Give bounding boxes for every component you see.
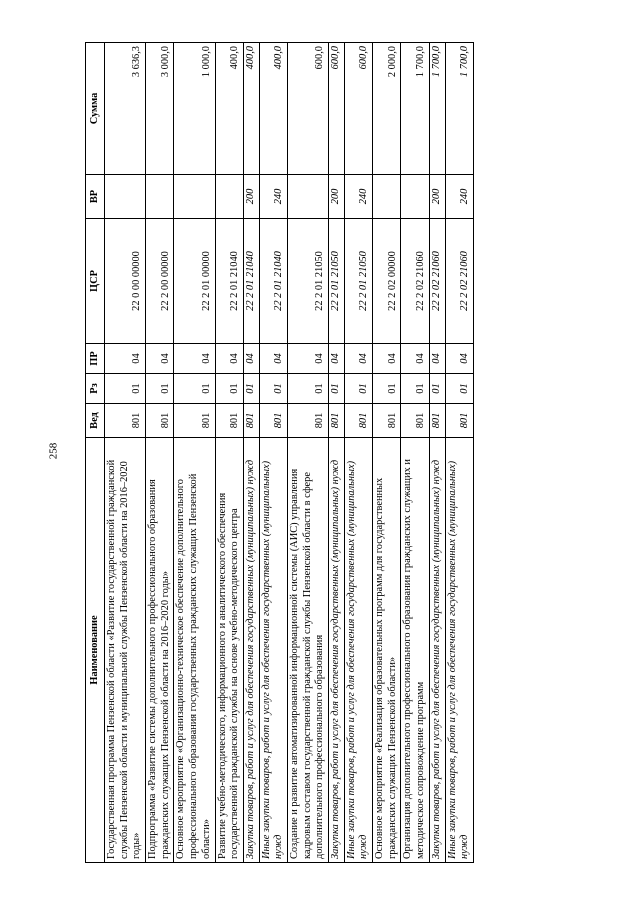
table-row [373,43,401,863]
budget-table [85,42,474,863]
cell-sum: 2 000,0 [373,43,401,175]
cell-name: Закупка товаров, работ и услуг для обеспечения государственных (муниципальных) нужд [429,438,445,863]
table-header-row [86,43,105,863]
cell-csr: 22 0 00 00000 [105,219,146,344]
cell-pr: 04 [215,344,243,374]
cell-name: Государственная программа Пензенской области «Развитие государственной гражданской службы Пензенской области и муниципальной службы Пензенской области на 2016–2020 годы» [105,438,146,863]
cell-ved: 801 [243,404,259,438]
cell-rz: 01 [401,374,429,404]
cell-vr: 240 [445,175,473,219]
cell-vr [146,175,174,219]
cell-vr [373,175,401,219]
cell-vr: 200 [329,175,345,219]
cell-sum: 400,0 [259,43,287,175]
cell-csr: 22 2 01 21050 [344,219,372,344]
table-row [429,43,445,863]
header-vr: ВР [86,175,105,219]
table-row [259,43,287,863]
cell-name: Закупка товаров, работ и услуг для обеспечения государственных (муниципальных) нужд [329,438,345,863]
cell-pr: 04 [146,344,174,374]
table-row [215,43,243,863]
cell-rz: 01 [174,374,215,404]
cell-sum: 1 700,0 [429,43,445,175]
cell-pr: 04 [445,344,473,374]
cell-sum: 1 700,0 [445,43,473,175]
cell-ved: 801 [344,404,372,438]
cell-csr: 22 2 02 21060 [429,219,445,344]
header-ved: Вед [86,404,105,438]
cell-rz: 01 [287,374,328,404]
cell-sum: 400,0 [243,43,259,175]
cell-rz: 01 [259,374,287,404]
cell-csr: 22 2 02 21060 [445,219,473,344]
cell-name: Иные закупки товаров, работ и услуг для обеспечения государственных (муниципальных) нужд [344,438,372,863]
cell-csr: 22 2 01 21050 [329,219,345,344]
cell-pr: 04 [429,344,445,374]
cell-name: Иные закупки товаров, работ и услуг для обеспечения государственных (муниципальных) нужд [445,438,473,863]
cell-rz: 01 [146,374,174,404]
cell-name: Основное мероприятие «Реализация образовательных программ для государственных гражданских служащих Пензенской области» [373,438,401,863]
cell-vr [105,175,146,219]
table-row [287,43,328,863]
header-rz: Рз [86,374,105,404]
header-name: Наименование [86,438,105,863]
cell-pr: 04 [329,344,345,374]
cell-rz: 01 [329,374,345,404]
cell-csr: 22 2 01 21040 [215,219,243,344]
cell-csr: 22 2 01 21040 [243,219,259,344]
cell-csr: 22 2 00 00000 [146,219,174,344]
cell-sum: 3 636,3 [105,43,146,175]
cell-ved: 801 [259,404,287,438]
table-row [401,43,429,863]
cell-rz: 01 [429,374,445,404]
cell-rz: 01 [105,374,146,404]
cell-ved: 801 [445,404,473,438]
header-sum: Сумма [86,43,105,175]
cell-pr: 04 [259,344,287,374]
table-row [344,43,372,863]
cell-ved: 801 [287,404,328,438]
cell-vr: 240 [344,175,372,219]
cell-name: Развитие учебно-методического, информационного и аналитического обеспечения государственной гражданской службы на основе учебно-методического центра [215,438,243,863]
cell-name: Основное мероприятие «Организационно-техническое обеспечение дополнительного профессионального образования государственных гражданских служащих Пензенской области» [174,438,215,863]
cell-pr: 04 [174,344,215,374]
cell-vr [401,175,429,219]
cell-csr: 22 2 02 00000 [373,219,401,344]
cell-sum: 600,0 [287,43,328,175]
cell-sum: 400,0 [215,43,243,175]
cell-ved: 801 [401,404,429,438]
cell-pr: 04 [373,344,401,374]
cell-vr: 240 [259,175,287,219]
cell-ved: 801 [215,404,243,438]
cell-vr [174,175,215,219]
header-pr: ПР [86,344,105,374]
cell-csr: 22 2 01 21040 [259,219,287,344]
cell-vr: 200 [429,175,445,219]
table-row [445,43,473,863]
cell-sum: 3 000,0 [146,43,174,175]
cell-csr: 22 2 01 00000 [174,219,215,344]
rotated-page-content [85,43,555,863]
cell-sum: 600,0 [344,43,372,175]
cell-name: Создание и развитие автоматизированной информационной системы (АИС) управления кадровым составом государственной гражданской службы Пензенской области в сфере дополнительного профессионального образования [287,438,328,863]
cell-pr: 04 [105,344,146,374]
cell-pr: 04 [401,344,429,374]
cell-rz: 01 [243,374,259,404]
cell-csr: 22 2 02 21060 [401,219,429,344]
cell-pr: 04 [287,344,328,374]
cell-ved: 801 [373,404,401,438]
cell-vr [215,175,243,219]
cell-rz: 01 [373,374,401,404]
page-number: 258 [47,442,60,460]
cell-ved: 801 [429,404,445,438]
table-row [105,43,146,863]
table-row [146,43,174,863]
cell-ved: 801 [146,404,174,438]
cell-pr: 04 [344,344,372,374]
cell-rz: 01 [445,374,473,404]
cell-ved: 801 [329,404,345,438]
cell-name: Закупка товаров, работ и услуг для обеспечения государственных (муниципальных) нужд [243,438,259,863]
cell-pr: 04 [243,344,259,374]
cell-sum: 1 700,0 [401,43,429,175]
cell-ved: 801 [174,404,215,438]
table-row [243,43,259,863]
cell-sum: 600,0 [329,43,345,175]
cell-name: Организация дополнительного профессионального образования гражданских служащих и методическое сопровождение программ [401,438,429,863]
cell-vr: 200 [243,175,259,219]
cell-ved: 801 [105,404,146,438]
cell-sum: 1 000,0 [174,43,215,175]
table-row [329,43,345,863]
cell-rz: 01 [215,374,243,404]
header-csr: ЦСР [86,219,105,344]
cell-csr: 22 2 01 21050 [287,219,328,344]
cell-name: Подпрограмма «Развитие системы дополнительного профессионального образования гражданских служащих Пензенской области на 2016–2020 годы» [146,438,174,863]
cell-vr [287,175,328,219]
cell-rz: 01 [344,374,372,404]
cell-name: Иные закупки товаров, работ и услуг для обеспечения государственных (муниципальных) нужд [259,438,287,863]
table-row [174,43,215,863]
